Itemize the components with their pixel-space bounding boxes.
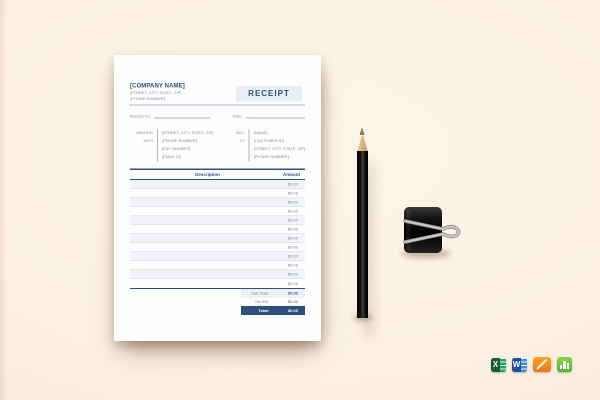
pencil-graphite-tip: [360, 127, 365, 135]
mailing-line: [EMAIL ID]: [162, 154, 182, 159]
numbers-icon[interactable]: [557, 357, 572, 372]
receipt-paper: [114, 55, 321, 341]
bill-to-label: BILL TO: [236, 130, 245, 143]
company-block: [130, 82, 185, 101]
tax-label: Tax 5%:: [254, 299, 269, 304]
bill-to-block: [231, 129, 305, 162]
subtotal-label: Sub Total:: [251, 290, 269, 296]
receipt-no-line: [154, 113, 210, 119]
subtotal-value: $0.00: [287, 290, 298, 296]
excel-icon[interactable]: X: [491, 358, 506, 372]
bill-to-line: [STREET, CITY, STATE, ZIP]: [253, 146, 305, 151]
bill-to-line: [NAME]: [253, 130, 268, 135]
table-row: $0.00: [130, 270, 305, 279]
pencil-body: [357, 151, 368, 318]
parties-section: [130, 129, 305, 162]
table-row: $0.00: [130, 198, 305, 207]
mailing-line: [STREET, CITY, STATE, ZIP]: [162, 130, 214, 135]
table-row: $0.00: [130, 234, 305, 243]
total-label: Total:: [258, 308, 269, 313]
backdrop-edge-tint: [0, 0, 7, 400]
pencil-glyph: [533, 357, 551, 372]
header-divider: [129, 105, 305, 106]
mailing-line: [PHONE NUMBER]: [162, 138, 197, 143]
receipt-content: [114, 55, 321, 341]
receipt-no-label: Receipt No:: [130, 114, 151, 119]
binder-clip: [398, 200, 464, 262]
company-phone: [PHONE NUMBER]: [130, 96, 165, 101]
bill-to-lines: [254, 129, 305, 162]
summary-section: [130, 288, 305, 315]
amount-header: Amount: [283, 172, 300, 177]
pages-icon[interactable]: [533, 357, 551, 372]
bill-to-line: [CUSTOMER ID]: [253, 138, 284, 143]
table-row: $0.00: [287, 281, 298, 286]
table-row: $0.00: [130, 252, 305, 261]
word-icon[interactable]: W: [512, 358, 527, 372]
mailing-info-block: [130, 129, 213, 162]
bar-chart-glyph: [560, 361, 569, 369]
mailing-info-rule: [157, 130, 158, 162]
items-table: [130, 169, 305, 316]
tax-value: $0.00: [287, 299, 298, 304]
bill-to-rule: [249, 130, 250, 162]
table-row: $0.00: [130, 225, 305, 234]
file-format-icons: [491, 357, 572, 372]
pencil-wood-cone: [357, 134, 368, 152]
bill-to-line: [PHONE NUMBER]: [253, 154, 289, 159]
mailing-info-label: MAILING INFO: [136, 130, 153, 143]
table-header: [130, 169, 305, 181]
date-line: [245, 113, 305, 119]
table-row: $0.00: [130, 207, 305, 216]
tax-row: [130, 298, 305, 307]
table-row: $0.00: [130, 216, 305, 225]
binder-clip-graphic: [398, 200, 464, 262]
table-row: $0.00: [130, 243, 305, 252]
date-label: Date:: [232, 114, 243, 119]
description-header: Description: [195, 172, 220, 177]
total-value: $0.00: [287, 308, 298, 313]
company-address: [STREET, CITY, STATE, ZIP]: [130, 90, 182, 95]
receipt-title: RECEIPT: [236, 86, 302, 102]
total-row: [130, 306, 305, 315]
pencil: [352, 127, 374, 327]
table-row: $0.00: [130, 189, 305, 198]
subtotal-row: [130, 289, 305, 298]
mailing-line: [FAX NUMBER]: [162, 146, 191, 151]
table-row: $0.00: [130, 261, 305, 270]
table-row: $0.00: [130, 180, 305, 189]
mailing-info-lines: [162, 129, 213, 162]
table-body: [130, 180, 305, 288]
meta-row: [130, 113, 305, 119]
company-name: [COMPANY NAME]: [130, 82, 185, 89]
